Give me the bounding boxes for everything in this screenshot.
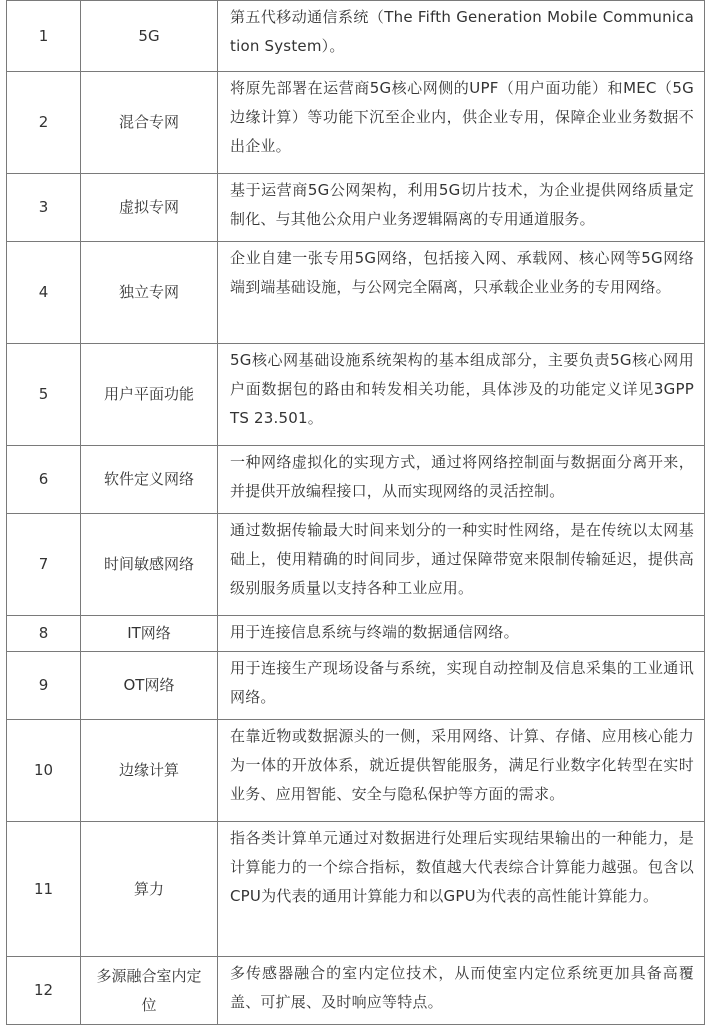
definition-cell: 基于运营商5G公网架构，利用5G切片技术，为企业提供网络质量定制化、与其他公众用户业务逻辑隔离的专用通道服务。 [218, 174, 705, 242]
table-row [7, 720, 705, 822]
term-cell: 时间敏感网络 [81, 514, 218, 616]
term-cell: 软件定义网络 [81, 446, 218, 514]
table-row [7, 446, 705, 514]
table-row [7, 174, 705, 242]
row-number: 8 [7, 616, 81, 652]
term-cell: 用户平面功能 [81, 344, 218, 446]
term-cell: 独立专网 [81, 242, 218, 344]
table-row [7, 616, 705, 652]
table-row [7, 72, 705, 174]
definition-cell: 用于连接信息系统与终端的数据通信网络。 [218, 616, 705, 652]
definition-cell: 通过数据传输最大时间来划分的一种实时性网络，是在传统以太网基础上，使用精确的时间同步，通过保障带宽来限制传输延迟，提供高级别服务质量以支持各种工业应用。 [218, 514, 705, 616]
glossary-table [6, 0, 705, 1025]
term-cell: 边缘计算 [81, 720, 218, 822]
definition-cell: 用于连接生产现场设备与系统，实现自动控制及信息采集的工业通讯网络。 [218, 652, 705, 720]
term-cell: OT网络 [81, 652, 218, 720]
row-number: 3 [7, 174, 81, 242]
definition-cell: 企业自建一张专用5G网络，包括接入网、承载网、核心网等5G网络端到端基础设施，与公网完全隔离，只承载企业业务的专用网络。 [218, 242, 705, 344]
term-cell: 多源融合室内定位 [81, 957, 218, 1025]
term-cell: 虚拟专网 [81, 174, 218, 242]
definition-cell: 在靠近物或数据源头的一侧，采用网络、计算、存储、应用核心能力为一体的开放体系，就近提供智能服务，满足行业数字化转型在实时业务、应用智能、安全与隐私保护等方面的需求。 [218, 720, 705, 822]
row-number: 9 [7, 652, 81, 720]
row-number: 7 [7, 514, 81, 616]
row-number: 6 [7, 446, 81, 514]
table-row [7, 514, 705, 616]
definition-cell: 将原先部署在运营商5G核心网侧的UPF（用户面功能）和MEC（5G边缘计算）等功能下沉至企业内，供企业专用，保障企业业务数据不出企业。 [218, 72, 705, 174]
table-row [7, 242, 705, 344]
row-number: 10 [7, 720, 81, 822]
term-cell: 算力 [81, 822, 218, 957]
row-number: 2 [7, 72, 81, 174]
definition-cell: 5G核心网基础设施系统架构的基本组成部分，主要负责5G核心网用户面数据包的路由和转发相关功能，具体涉及的功能定义详见3GPP TS 23.501。 [218, 344, 705, 446]
row-number: 5 [7, 344, 81, 446]
table-row [7, 344, 705, 446]
table-row [7, 652, 705, 720]
row-number: 1 [7, 1, 81, 72]
definition-cell: 指各类计算单元通过对数据进行处理后实现结果输出的一种能力，是计算能力的一个综合指标，数值越大代表综合计算能力越强。包含以CPU为代表的通用计算能力和以GPU为代表的高性能计算能力。 [218, 822, 705, 957]
definition-cell: 多传感器融合的室内定位技术，从而使室内定位系统更加具备高覆盖、可扩展、及时响应等特点。 [218, 957, 705, 1025]
definition-cell: 一种网络虚拟化的实现方式，通过将网络控制面与数据面分离开来，并提供开放编程接口，从而实现网络的灵活控制。 [218, 446, 705, 514]
row-number: 4 [7, 242, 81, 344]
term-cell: IT网络 [81, 616, 218, 652]
table-row [7, 822, 705, 957]
definition-cell: 第五代移动通信系统（The Fifth Generation Mobile Communication System）。 [218, 1, 705, 72]
table-row [7, 1, 705, 72]
term-cell: 5G [81, 1, 218, 72]
table-row [7, 957, 705, 1025]
row-number: 11 [7, 822, 81, 957]
term-cell: 混合专网 [81, 72, 218, 174]
row-number: 12 [7, 957, 81, 1025]
